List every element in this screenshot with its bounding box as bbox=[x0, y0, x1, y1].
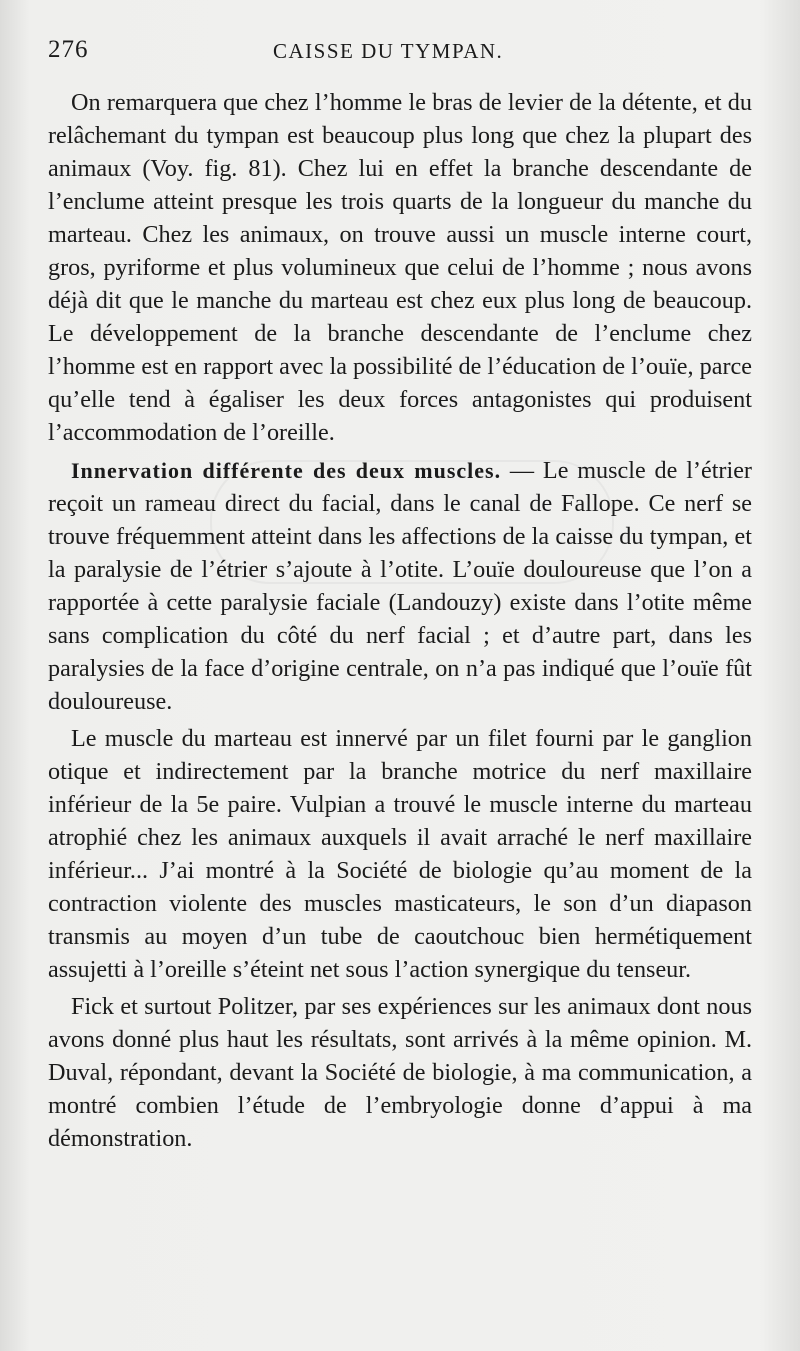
paragraph: Innervation différente des deux muscles. — Le muscle de l’étrier reçoit un rameau direct du facial, dans le canal de Fallope. Ce nerf se trouve fréquemment atteint dans les affections de la caisse du tympan, et la paralysie de l’étrier s’ajoute à l’otite. L’ouïe douloureuse que l’on a rapportée à cette paralysie faciale (Landouzy) existe dans l’otite même sans complication du côté du nerf facial ; et d’autre part, dans les paralysies de la face d’origine centrale, on n’a pas indiqué que l’ouïe fût douloureuse. bbox=[48, 457, 752, 715]
page-header bbox=[48, 36, 740, 70]
paragraph: On remarquera que chez l’homme le bras de levier de la détente, et du relâchemant du tympan est beaucoup plus long que chez la plupart des animaux (Voy. fig. 81). Chez lui en effet la branche descendante de l’enclume atteint presque les trois quarts de la longueur du manche du marteau. Chez les animaux, on trouve aussi un muscle interne court, gros, pyriforme et plus volumineux que celui de l’homme ; nous avons déjà dit que le manche du marteau est chez eux plus long de beaucoup. Le développement de la branche descendante de l’enclume chez l’homme est en rapport avec la possibilité de l’éducation de l’ouïe, parce qu’elle tend à égaliser les deux forces antagonistes qui produisent l’accommodation de l’oreille. bbox=[48, 89, 752, 446]
paragraph: Fick et surtout Politzer, par ses expériences sur les animaux dont nous avons donné plus haut les résultats, sont arrivés à la même opinion. M. Duval, répondant, devant la Société de biologie, à ma communication, a montré combien l’étude de l’embryologie donne d’appui à ma démonstration. bbox=[48, 993, 752, 1152]
section-heading: Innervation différente des deux muscles. bbox=[71, 458, 502, 483]
body-text bbox=[48, 86, 752, 1155]
page-number: 276 bbox=[48, 36, 89, 63]
paragraph: Le muscle du marteau est innervé par un filet fourni par le ganglion otique et indirectement par la branche motrice du nerf maxillaire inférieur de la 5e paire. Vulpian a trouvé le muscle interne du marteau atrophié chez les animaux auxquels il avait arraché le nerf maxillaire inférieur... J’ai montré à la Société de biologie qu’au moment de la contraction violente des muscles masticateurs, le son d’un diapason transmis au moyen d’un tube de caoutchouc bien hermétiquement assujetti à l’oreille s’éteint net sous l’action synergique du tenseur. bbox=[48, 725, 752, 983]
running-head: CAISSE DU TYMPAN. bbox=[273, 39, 504, 63]
